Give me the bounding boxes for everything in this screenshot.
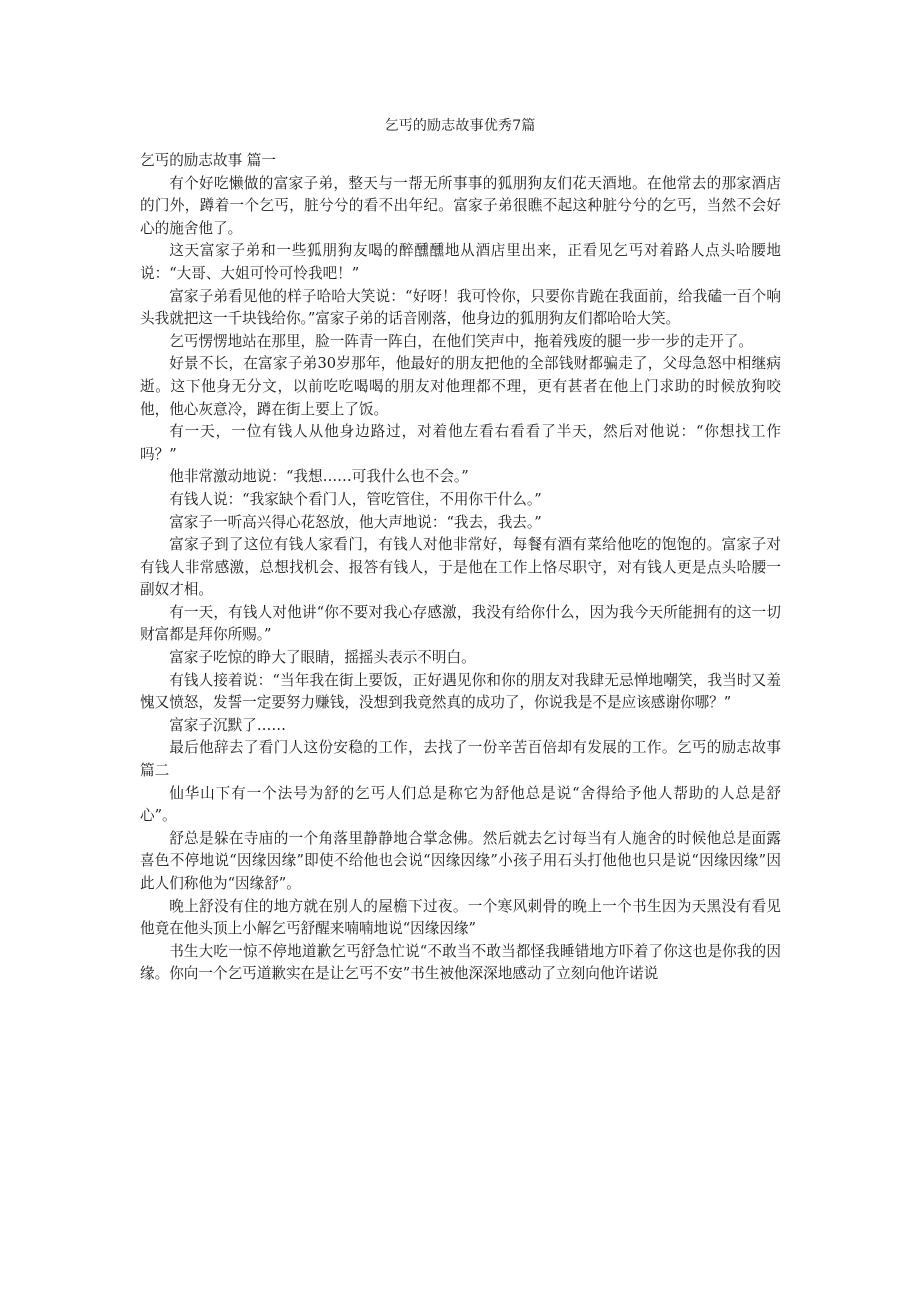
paragraph: 富家子到了这位有钱人家看门，有钱人对他非常好，每餐有酒有菜给他吃的饱饱的。富家子对有钱人非常感激，总想找机会、报答有钱人，于是他在工作上恪尽职守，对有钱人更是点头哈腰一副奴才相。	[140, 536, 781, 599]
paragraph: 最后他辞去了看门人这份安稳的工作，去找了一份辛苦百倍却有发展的工作。乞丐的励志故事 篇二	[140, 739, 781, 780]
paragraph: 富家子沉默了……	[169, 716, 286, 734]
paragraph: 乞丐愣愣地站在那里，脸一阵青一阵白，在他们笑声中，拖着残废的腿一步一步的走开了。	[169, 332, 753, 350]
paragraph: 有钱人说：“我家缺个看门人，管吃管住，不用你干什么。”	[169, 490, 542, 508]
paragraph: 有个好吃懒做的富家子弟，整天与一帮无所事事的狐朋狗友们花天酒地。在他常去的那家酒店的门外，蹲着一个乞丐，脏兮兮的看不出年纪。富家子弟很瞧不起这种脏兮兮的乞丐，当然不会好心的施舍他了。	[140, 174, 781, 237]
paragraph: 富家子一听高兴得心花怒放，他大声地说：“我去，我去。”	[169, 513, 542, 531]
paragraph: 有一天，一位有钱人从他身边路过，对着他左看右看看了半天，然后对他说：“你想找工作吗？”	[140, 423, 781, 463]
section-heading: 乞丐的励志故事 篇一	[140, 152, 276, 169]
paragraph: 书生大吃一惊不停地道歉乞丐舒急忙说“不敢当不敢当都怪我睡错地方吓着了你这也是你我的因缘。你向一个乞丐道歉实在是让乞丐不安”书生被他深深地感动了立刻向他许诺说	[140, 942, 781, 983]
paragraph: 富家子弟看见他的样子哈哈大笑说：“好呀！我可怜你，只要你肯跪在我面前，给我磕一百个响头我就把这一千块钱给你。”富家子弟的话音刚落，他身边的狐朋狗友们都哈哈大笑。	[140, 287, 781, 328]
paragraph: 他非常激动地说：“我想……可我什么也不会。”	[169, 468, 469, 486]
paragraph: 富家子吃惊的睁大了眼睛，摇摇头表示不明白。	[169, 649, 476, 667]
paragraph: 有钱人接着说：“当年我在街上要饭，正好遇见你和你的朋友对我肆无忌惮地嘲笑，我当时又羞愧又愤怒，发誓一定要努力赚钱，没想到我竟然真的成功了，你说我是不是应该感谢你哪？”	[140, 671, 781, 712]
document-title: 乞丐的励志故事优秀7篇	[384, 118, 536, 134]
paragraph: 好景不长，在富家子弟30岁那年，他最好的朋友把他的全部钱财都骗走了，父母急怒中相继病逝。这下他身无分文，以前吃吃喝喝的朋友对他理都不理，更有甚者在他上门求助的时候放狗咬他，他心灰意冷，蹲在街上要上了饭。	[140, 355, 781, 418]
paragraph: 有一天，有钱人对他讲“你不要对我心存感激，我没有给你什么，因为我今天所能拥有的这一切财富都是拜你所赐。”	[140, 603, 781, 644]
document-body	[140, 150, 781, 986]
paragraph: 这天富家子弟和一些狐朋狗友喝的醉醺醺地从酒店里出来，正看见乞丐对着路人点头哈腰地说：“大哥、大姐可怜可怜我吧！”	[140, 242, 781, 282]
paragraph: 晚上舒没有住的地方就在别人的屋檐下过夜。一个寒风刺骨的晚上一个书生因为天黑没有看见他竟在他头顶上小解乞丐舒醒来喃喃地说“因缘因缘”	[140, 897, 781, 938]
paragraph: 仙华山下有一个法号为舒的乞丐人们总是称它为舒他总是说“舍得给予他人帮助的人总是舒心”。	[140, 784, 781, 825]
paragraph: 舒总是躲在寺庙的一个角落里静静地合掌念佛。然后就去乞讨每当有人施舍的时候他总是面露喜色不停地说“因缘因缘”即使不给他也会说“因缘因缘”小孩子用石头打他他也只是说“因缘因缘”因此人们称他为“因缘舒”。	[140, 829, 781, 892]
